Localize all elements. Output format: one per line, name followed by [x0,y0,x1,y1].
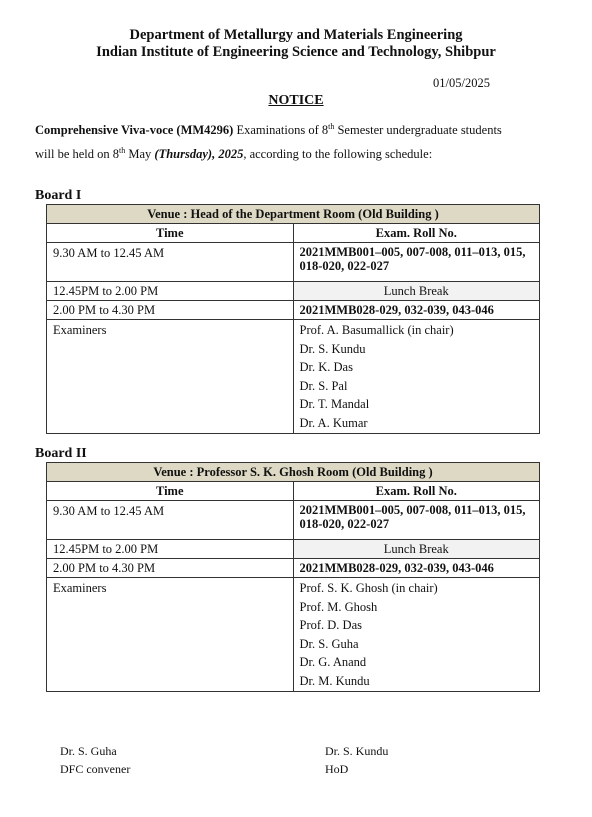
board-2-schedule-table [46,462,540,692]
intro-text: May [125,147,155,161]
intro-line-1 [35,123,502,138]
examiner: Dr. S. Pal [299,378,348,393]
lunch-break: Lunch Break [293,282,540,301]
examiner: Dr. S. Guha [299,636,359,651]
slot-time: 2.00 PM to 4.30 PM [47,301,294,320]
slot-rolls: 2021MMB028-029, 032-039, 043-046 [293,301,540,320]
examiner: Dr. T. Mandal [299,397,370,412]
board-2-title: Board II [35,446,87,461]
lunch-break: Lunch Break [293,540,540,559]
examiner: Dr. G. Anand [299,655,367,670]
institute-title: Indian Institute of Engineering Science and Technology, Shibpur [96,44,496,60]
intro-text: will be held on 8 [35,147,120,161]
examiners-list [293,578,540,692]
examiner: Prof. A. Basumallick (in chair) [299,323,454,337]
examiners-label: Examiners [47,578,294,692]
lunch-time: 12.45PM to 2.00 PM [47,540,294,559]
slot-time: 9.30 AM to 12.45 AM [53,504,165,518]
department-title: Department of Metallurgy and Materials Engineering [129,27,463,43]
slot-rolls: 2021MMB001–005, 007-008, 011–013, 015, 018-020, 022-027 [299,245,526,273]
examiner: Prof. D. Das [299,618,362,633]
venue-row: Venue : Head of the Department Room (Old Building ) [47,205,540,224]
signature-block-dfc [60,742,130,778]
slot-rolls: 2021MMB028-029, 032-039, 043-046 [293,559,540,578]
venue-row: Venue : Professor S. K. Ghosh Room (Old Building ) [47,463,540,482]
exam-day: (Thursday), 2025 [154,147,244,161]
signatory-role: DFC convener [60,762,131,776]
intro-text: Semester undergraduate students [334,123,502,137]
signatory-name: Dr. S. Guha [60,744,117,758]
ordinal-suffix: th [328,122,335,131]
column-header-roll: Exam. Roll No. [293,482,540,501]
signatory-role: HoD [325,762,349,776]
examiners-list [293,320,540,434]
column-header-roll: Exam. Roll No. [293,224,540,243]
intro-line-2 [35,147,432,162]
ordinal-suffix: th [119,146,126,155]
signature-block-hod [325,742,388,778]
examiner: Prof. S. K. Ghosh (in chair) [299,581,438,595]
board-1-title: Board I [35,188,82,203]
examiner: Dr. M. Kundu [299,673,370,688]
lunch-time: 12.45PM to 2.00 PM [47,282,294,301]
examiners-label: Examiners [47,320,294,434]
examiner: Prof. M. Ghosh [299,599,378,614]
board-1-schedule-table [46,204,540,434]
course-name: Comprehensive Viva-voce (MM4296) [35,123,234,137]
slot-time: 2.00 PM to 4.30 PM [47,559,294,578]
examiner: Dr. K. Das [299,360,353,375]
slot-rolls: 2021MMB001–005, 007-008, 011–013, 015, 018-020, 022-027 [299,503,526,531]
signatory-name: Dr. S. Kundu [325,744,389,758]
examiner: Dr. A. Kumar [299,415,368,430]
notice-heading: NOTICE [268,93,324,108]
intro-text: Examinations of 8 [233,123,329,137]
column-header-time: Time [47,224,294,243]
intro-text: , according to the following schedule: [243,147,433,161]
slot-time: 9.30 AM to 12.45 AM [53,246,165,260]
notice-date: 01/05/2025 [433,76,490,90]
examiner: Dr. S. Kundu [299,341,366,356]
column-header-time: Time [47,482,294,501]
